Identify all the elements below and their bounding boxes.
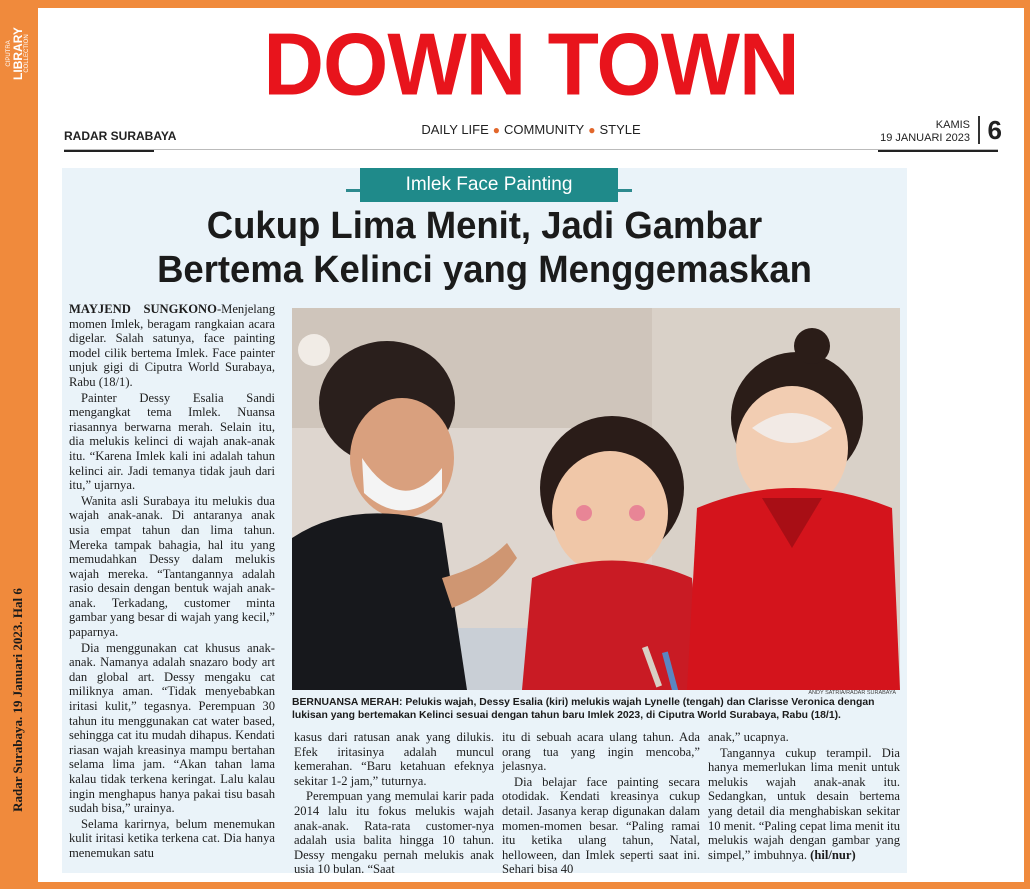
paragraph: Perempuan yang memulai karir pada 2014 lalu itu fokus melukis wajah anak-anak. Rata-rata customer-nya adalah usia balita hingga 10 tahun. Dessy mengaku pernah melukis anak usia 10 bulan. “Saat (294, 789, 494, 877)
paragraph: Dia belajar face painting secara otodidak. Kendati kreasinya cukup detail. Jasanya kerap digunakan dalam momen-momen besar. “Paling ramai itu ketika ulang tahun, Natal, helloween, dan Imlek seperti saat ini. Sehari bisa 40 (502, 774, 700, 877)
article-column-4 (708, 730, 900, 863)
logo-brand: CIPUTRA (5, 39, 12, 67)
article-photo (292, 308, 900, 690)
article-tag: Imlek Face Painting (360, 168, 618, 202)
logo-line2: COLLECTION (23, 33, 30, 73)
caption-lead: BERNUANSA MERAH: (292, 697, 403, 708)
logo-line1: LIBRARY (10, 26, 25, 80)
photo-credit: ANDY SATRIA/RADAR SURABAYA (808, 690, 896, 696)
page-number: 6 (978, 116, 1002, 144)
signoff: (hil/nur) (810, 847, 856, 862)
section-list (38, 122, 1024, 137)
photo-caption (292, 697, 900, 722)
masthead: DOWN TOWN (263, 14, 799, 114)
headline-line-1: Cukup Lima Menit, Jadi Gambar (206, 205, 763, 247)
header-divider-accent (64, 150, 154, 152)
paragraph: anak,” ucapnya. (708, 730, 789, 744)
side-caption-text: Radar Surabaya. 19 Januari 2023. Hal 6 (10, 588, 25, 812)
caption-body: Pelukis wajah, Dessy Esalia (kiri) melukis wajah Lynelle (tengah) dan Clarisse Veronica dengan lukisan yang bertemakan Kelinci sesuai dengan tahun baru Imlek 2023, di Ciputra World Surabaya, Rabu (18/1). (292, 697, 875, 721)
article-column-1 (69, 302, 275, 862)
paper-name: RADAR SURABAYA (64, 129, 177, 143)
bullet-icon: ● (492, 123, 501, 137)
date-block (880, 119, 970, 145)
paragraph: kasus dari ratusan anak yang dilukis. Efek iritasinya adalah muncul kemerahan. “Baru ketahuan efeknya sekitar 1-2 jam,” tuturnya. (294, 730, 494, 788)
dateline: MAYJEND SUNGKONO (69, 302, 217, 316)
header-divider (64, 149, 998, 150)
newspaper-page (38, 8, 1024, 882)
paragraph: -Menjelang momen Imlek, beragam rangkaian acara digelar. Salah satunya, face painting model cilik bertema Imlek. Face painter unjuk gigi di Ciputra World Surabaya, Rabu (18/1). (69, 302, 275, 389)
library-collection-logo (2, 8, 34, 98)
article-column-2 (294, 730, 494, 878)
paragraph: itu di sebuah acara ulang tahun. Ada orang tua yang ingin mencoba,” jelasnya. (502, 730, 700, 774)
paragraph: Dia menggunakan cat khusus anak-anak. Namanya adalah snazaro body art dan global art. Dessy mengaku cat miliknya aman. “Tidak menyebabkan iritasi kulit,” tegasnya. Perempuan 30 tahun itu menggunakan cat water based, sehingga cat itu mudah dihapus. Kendati riasan wajah kreasinya mampu bertahan selama lima jam. “Akan tahan lama kalau tidak terkena keringat. Lalu kalau ingin menghapus hanya pakai tisu basah sudah bisa,” urainya. (69, 640, 275, 816)
paragraph: Tangannya cukup terampil. Dia hanya memerlukan lima menit untuk melukis wajah anak-anak itu. Sedangkan, untuk desain bertema yang detail dia menghabiskan sekitar 10 menit. “Paling cepat lima menit itu melukis wajah dengan gambar yang simpel,” imbuhnya. (708, 745, 901, 862)
issue-date: 19 JANUARI 2023 (880, 132, 970, 144)
bullet-icon: ● (588, 123, 596, 137)
section-style: STYLE (599, 122, 641, 137)
headline (79, 204, 890, 292)
article (62, 168, 907, 877)
left-margin (0, 0, 36, 889)
paragraph: Selama karirnya, belum menemukan kulit iritasi ketika terkena cat. Dia hanya menemukan satu (69, 816, 275, 860)
section-community: COMMUNITY (504, 122, 585, 137)
headline-line-2: Bertema Kelinci yang Menggemaskan (157, 249, 812, 291)
paragraph: Painter Dessy Esalia Sandi mengangkat tema Imlek. Nuansa riasannya berwarna merah. Selain itu, dia melukis kelinci di wajah anak-anak itu. “Karena Imlek kali ini adalah tahun kelinci air. Jadi temanya tidak jauh dari itu,” ujarnya. (69, 390, 275, 493)
side-caption (6, 520, 30, 880)
weekday: KAMIS (935, 119, 970, 131)
header-divider-accent (878, 150, 998, 152)
section-daily-life: DAILY LIFE (421, 122, 489, 137)
article-column-3 (502, 730, 700, 878)
paragraph: Wanita asli Surabaya itu melukis dua wajah anak-anak. Di antaranya anak usia empat tahun dan lima tahun. Mereka tampak bahagia, hal itu yang memudahkan Dessy dalam melukis wajah mereka. “Tantangannya adalah rasio desain dengan bentuk wajah anak-anak. Terkadang, customer minta gambar yang besar di wajah yang kecil,” paparnya. (69, 493, 275, 640)
photo-illustration (292, 308, 900, 690)
